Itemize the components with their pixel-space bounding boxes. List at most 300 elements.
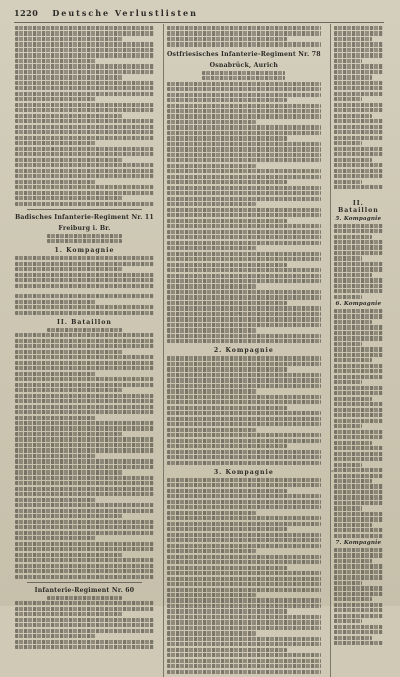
page-number: 1220 xyxy=(14,8,39,18)
regiment-location: Osnabrück, Aurich xyxy=(209,61,279,69)
text-line xyxy=(334,314,383,318)
text-line xyxy=(334,103,383,107)
text-line xyxy=(167,659,321,663)
text-line xyxy=(15,388,123,392)
text-line xyxy=(334,152,383,156)
text-line xyxy=(334,479,372,483)
text-line xyxy=(334,136,383,140)
text-line xyxy=(15,377,154,381)
text-line xyxy=(15,432,123,436)
text-line xyxy=(334,424,363,428)
text-line xyxy=(167,202,256,206)
text-line xyxy=(334,169,383,173)
text-line xyxy=(167,263,287,267)
text-line xyxy=(334,53,383,57)
text-line xyxy=(334,369,383,373)
text-line xyxy=(15,498,96,502)
text-line xyxy=(334,331,383,335)
text-line xyxy=(15,394,154,398)
text-line xyxy=(167,571,321,575)
text-line xyxy=(47,234,122,238)
text-line xyxy=(15,536,96,540)
running-title: Deutsche Verlustlisten xyxy=(52,8,198,18)
text-line xyxy=(334,575,383,579)
text-line xyxy=(167,527,287,531)
text-line xyxy=(15,547,154,551)
text-line xyxy=(15,92,154,96)
text-line xyxy=(167,461,321,465)
text-line xyxy=(167,626,321,630)
text-line xyxy=(15,487,154,491)
text-line xyxy=(334,375,383,379)
text-line xyxy=(47,596,122,600)
text-line xyxy=(334,586,383,590)
text-line xyxy=(167,169,321,173)
text-line xyxy=(15,618,154,622)
text-line xyxy=(167,417,321,421)
text-line xyxy=(15,476,154,480)
text-line xyxy=(15,278,154,282)
text-line xyxy=(334,224,383,228)
text-line xyxy=(167,653,321,657)
text-line xyxy=(15,81,154,85)
text-line xyxy=(334,295,363,299)
text-line xyxy=(167,664,321,668)
text-line xyxy=(167,598,321,602)
text-line xyxy=(167,104,321,108)
text-line xyxy=(15,350,123,354)
text-line xyxy=(167,252,321,256)
text-line xyxy=(334,523,372,527)
text-line xyxy=(167,114,321,118)
text-line xyxy=(334,506,363,510)
column-2 xyxy=(163,24,324,677)
text-line xyxy=(167,142,321,146)
text-line xyxy=(15,339,154,343)
text-line xyxy=(334,185,383,189)
text-line xyxy=(15,141,96,145)
section-heading: 2. Kompagnie xyxy=(213,347,274,355)
text-line xyxy=(167,147,321,151)
text-line xyxy=(15,26,154,30)
text-line xyxy=(15,70,154,74)
text-line xyxy=(15,174,154,178)
text-line xyxy=(167,164,256,168)
text-line xyxy=(334,273,372,277)
text-line xyxy=(15,267,123,271)
text-line xyxy=(15,634,96,638)
text-line xyxy=(15,454,96,458)
text-line xyxy=(334,380,363,384)
text-line xyxy=(167,362,321,366)
text-line xyxy=(167,450,321,454)
text-line xyxy=(167,615,321,619)
text-line xyxy=(15,59,96,63)
text-line xyxy=(167,356,321,360)
text-line xyxy=(334,391,383,395)
section-heading: 1. Kompagnie xyxy=(54,247,115,255)
text-line xyxy=(334,559,372,563)
text-line xyxy=(15,169,154,173)
text-line xyxy=(15,86,154,90)
text-line xyxy=(334,125,383,129)
text-line xyxy=(15,333,154,337)
text-line xyxy=(15,503,154,507)
text-line xyxy=(15,53,154,57)
text-line xyxy=(167,290,321,294)
text-line xyxy=(15,383,154,387)
text-line xyxy=(167,42,321,46)
section-subheading: 5. Kompagnie xyxy=(335,215,382,222)
text-line xyxy=(334,484,383,488)
text-line xyxy=(167,131,321,135)
text-line xyxy=(167,208,321,212)
section-heading: 3. Kompagnie xyxy=(213,468,274,476)
text-line xyxy=(167,158,321,162)
text-line xyxy=(167,180,287,184)
text-line xyxy=(167,37,287,41)
divider xyxy=(27,209,142,210)
text-line xyxy=(15,399,154,403)
text-line xyxy=(334,570,383,574)
text-line xyxy=(334,342,363,346)
text-line xyxy=(334,413,383,417)
text-line xyxy=(334,501,383,505)
text-line xyxy=(167,31,321,35)
column-1 xyxy=(12,24,157,677)
text-line xyxy=(167,433,321,437)
text-line xyxy=(334,534,383,538)
text-line xyxy=(15,623,154,627)
text-line xyxy=(167,98,287,102)
text-line xyxy=(334,141,363,145)
text-line xyxy=(167,411,321,415)
text-line xyxy=(334,289,383,293)
regiment-heading: Ostfriesisches Infanterie-Regiment Nr. 78 xyxy=(166,50,321,58)
text-line xyxy=(15,119,154,123)
text-line xyxy=(15,103,154,107)
text-line xyxy=(334,353,383,357)
text-line xyxy=(334,517,383,521)
text-line xyxy=(334,457,383,461)
regiment-heading: Infanterie-Regiment Nr. 60 xyxy=(34,586,135,594)
text-line xyxy=(15,640,154,644)
text-line xyxy=(334,548,383,552)
text-line xyxy=(15,465,154,469)
text-line xyxy=(167,246,256,250)
text-line xyxy=(334,430,383,434)
text-line xyxy=(334,336,383,340)
text-line xyxy=(167,489,287,493)
text-line xyxy=(167,334,321,338)
text-line xyxy=(15,163,154,167)
text-line xyxy=(334,235,372,239)
text-line xyxy=(15,48,154,52)
section-heading: II. Bataillon xyxy=(57,318,112,326)
text-line xyxy=(334,108,383,112)
text-line xyxy=(334,70,383,74)
text-line xyxy=(167,422,321,426)
text-line xyxy=(167,230,321,234)
text-line xyxy=(202,71,285,75)
text-line xyxy=(167,505,321,509)
text-line xyxy=(167,186,321,190)
text-line xyxy=(334,641,383,645)
text-line xyxy=(15,645,154,649)
text-line xyxy=(15,147,154,151)
text-line xyxy=(334,48,383,52)
text-line xyxy=(167,428,256,432)
text-line xyxy=(15,509,154,513)
text-line xyxy=(334,358,372,362)
text-line xyxy=(167,339,321,343)
text-line xyxy=(47,239,122,243)
text-line xyxy=(167,560,321,564)
text-line xyxy=(15,300,96,304)
text-line xyxy=(334,435,383,439)
text-line xyxy=(167,284,256,288)
text-line xyxy=(167,566,287,570)
text-line xyxy=(15,448,154,452)
text-line xyxy=(334,31,383,35)
text-line xyxy=(167,637,321,641)
text-line xyxy=(334,630,383,634)
text-line xyxy=(167,400,321,404)
text-line xyxy=(167,268,321,272)
text-line xyxy=(334,130,383,134)
text-line xyxy=(15,180,96,184)
text-line xyxy=(334,386,383,390)
text-line xyxy=(15,416,96,420)
text-line xyxy=(334,364,383,368)
text-line xyxy=(334,636,372,640)
text-line xyxy=(15,569,154,573)
text-line xyxy=(334,419,383,423)
text-line xyxy=(334,75,372,79)
text-line xyxy=(167,120,256,124)
paper-speck xyxy=(331,470,334,472)
text-line xyxy=(15,426,154,430)
text-line xyxy=(15,202,154,206)
text-line xyxy=(167,295,321,299)
text-line xyxy=(15,152,154,156)
text-line xyxy=(15,361,154,365)
text-line xyxy=(334,592,383,596)
text-line xyxy=(334,512,383,516)
text-line xyxy=(334,119,383,123)
text-line xyxy=(167,642,321,646)
text-line xyxy=(167,631,256,635)
text-line xyxy=(15,75,123,79)
text-line xyxy=(334,251,383,255)
text-line xyxy=(334,256,363,260)
text-line xyxy=(334,59,363,63)
text-line xyxy=(334,347,383,351)
text-line xyxy=(167,312,321,316)
text-line xyxy=(167,175,321,179)
text-line xyxy=(167,500,321,504)
text-line xyxy=(15,355,154,359)
text-line xyxy=(15,136,154,140)
text-line xyxy=(334,229,383,233)
regiment-location: Freiburg i. Br. xyxy=(58,224,111,232)
text-line xyxy=(167,439,321,443)
text-line xyxy=(334,245,383,249)
text-line xyxy=(334,158,372,162)
text-line xyxy=(15,558,154,562)
text-line xyxy=(15,42,154,46)
text-line xyxy=(334,163,383,167)
text-line xyxy=(15,492,154,496)
text-line xyxy=(167,522,321,526)
text-columns xyxy=(12,24,386,598)
text-line xyxy=(15,294,154,298)
text-line xyxy=(15,108,154,112)
text-line xyxy=(334,37,372,41)
text-line xyxy=(167,620,321,624)
text-line xyxy=(15,158,123,162)
text-line xyxy=(334,490,383,494)
text-line xyxy=(334,402,383,406)
text-line xyxy=(167,389,256,393)
text-line xyxy=(167,549,256,553)
text-line xyxy=(334,564,383,568)
text-line xyxy=(334,180,363,184)
text-line xyxy=(334,267,383,271)
text-line xyxy=(15,372,96,376)
text-line xyxy=(15,405,154,409)
text-line xyxy=(334,284,383,288)
text-line xyxy=(334,397,372,401)
text-line xyxy=(167,494,321,498)
text-line xyxy=(167,373,321,377)
text-line xyxy=(15,470,123,474)
text-line xyxy=(334,240,383,244)
text-line xyxy=(167,516,321,520)
text-line xyxy=(334,452,383,456)
text-line xyxy=(167,544,321,548)
text-line xyxy=(167,153,321,157)
text-line xyxy=(334,325,383,329)
text-line xyxy=(15,520,154,524)
text-line xyxy=(167,670,321,674)
text-line xyxy=(15,97,96,101)
text-line xyxy=(334,495,383,499)
text-line xyxy=(167,609,287,613)
text-line xyxy=(334,468,383,472)
text-line xyxy=(334,553,383,557)
text-line xyxy=(167,384,321,388)
text-line xyxy=(334,581,363,585)
page-header xyxy=(14,4,384,23)
text-line xyxy=(334,278,383,282)
text-line xyxy=(334,474,383,478)
text-line xyxy=(167,367,287,371)
text-line xyxy=(15,542,154,546)
text-line xyxy=(167,109,321,113)
text-line xyxy=(167,378,321,382)
section-subheading: 6. Kompagnie xyxy=(335,300,382,307)
text-line xyxy=(334,441,372,445)
text-line xyxy=(167,213,321,217)
text-line xyxy=(15,185,154,189)
text-line xyxy=(334,528,383,532)
text-line xyxy=(334,86,383,90)
text-line xyxy=(167,323,321,327)
text-line xyxy=(47,328,122,332)
text-line xyxy=(167,241,321,245)
text-line xyxy=(15,525,154,529)
text-line xyxy=(167,87,321,91)
text-line xyxy=(334,42,383,46)
text-line xyxy=(334,174,383,178)
text-line xyxy=(167,648,287,652)
text-line xyxy=(167,317,321,321)
text-line xyxy=(334,320,372,324)
regiment-heading: Badisches Infanterie-Regiment Nr. 11 xyxy=(15,213,154,221)
text-line xyxy=(334,26,383,30)
text-line xyxy=(167,577,321,581)
text-line xyxy=(15,130,154,134)
text-line xyxy=(15,531,154,535)
text-line xyxy=(15,575,154,579)
text-line xyxy=(15,305,154,309)
text-line xyxy=(15,125,154,129)
text-line xyxy=(167,274,321,278)
text-line xyxy=(334,408,383,412)
text-line xyxy=(167,301,287,305)
section-heading: II. Bataillon xyxy=(337,199,379,214)
text-line xyxy=(334,446,383,450)
text-line xyxy=(167,478,321,482)
text-line xyxy=(15,262,154,266)
divider xyxy=(27,582,142,583)
column-3 xyxy=(330,24,386,677)
text-line xyxy=(15,629,154,633)
text-line xyxy=(334,64,383,68)
text-line xyxy=(167,306,321,310)
text-line xyxy=(167,582,321,586)
text-line xyxy=(15,607,154,611)
column-1-top-block xyxy=(15,26,154,206)
text-line xyxy=(15,273,154,277)
text-line xyxy=(167,235,321,239)
text-line xyxy=(334,81,383,85)
text-line xyxy=(15,553,123,557)
text-line xyxy=(15,64,154,68)
text-line xyxy=(15,459,154,463)
text-line xyxy=(15,256,154,260)
text-line xyxy=(15,344,154,348)
text-line xyxy=(15,114,123,118)
text-line xyxy=(167,555,321,559)
text-line xyxy=(167,538,321,542)
text-line xyxy=(15,437,154,441)
text-line xyxy=(334,92,383,96)
text-line xyxy=(15,564,154,568)
text-line xyxy=(334,309,383,313)
text-line xyxy=(167,593,256,597)
text-line xyxy=(167,224,321,228)
text-line xyxy=(15,601,154,605)
text-line xyxy=(334,114,372,118)
text-line xyxy=(15,31,154,35)
text-line xyxy=(15,410,154,414)
text-line xyxy=(167,395,321,399)
text-line xyxy=(167,197,321,201)
text-line xyxy=(334,97,363,101)
text-line xyxy=(167,588,321,592)
